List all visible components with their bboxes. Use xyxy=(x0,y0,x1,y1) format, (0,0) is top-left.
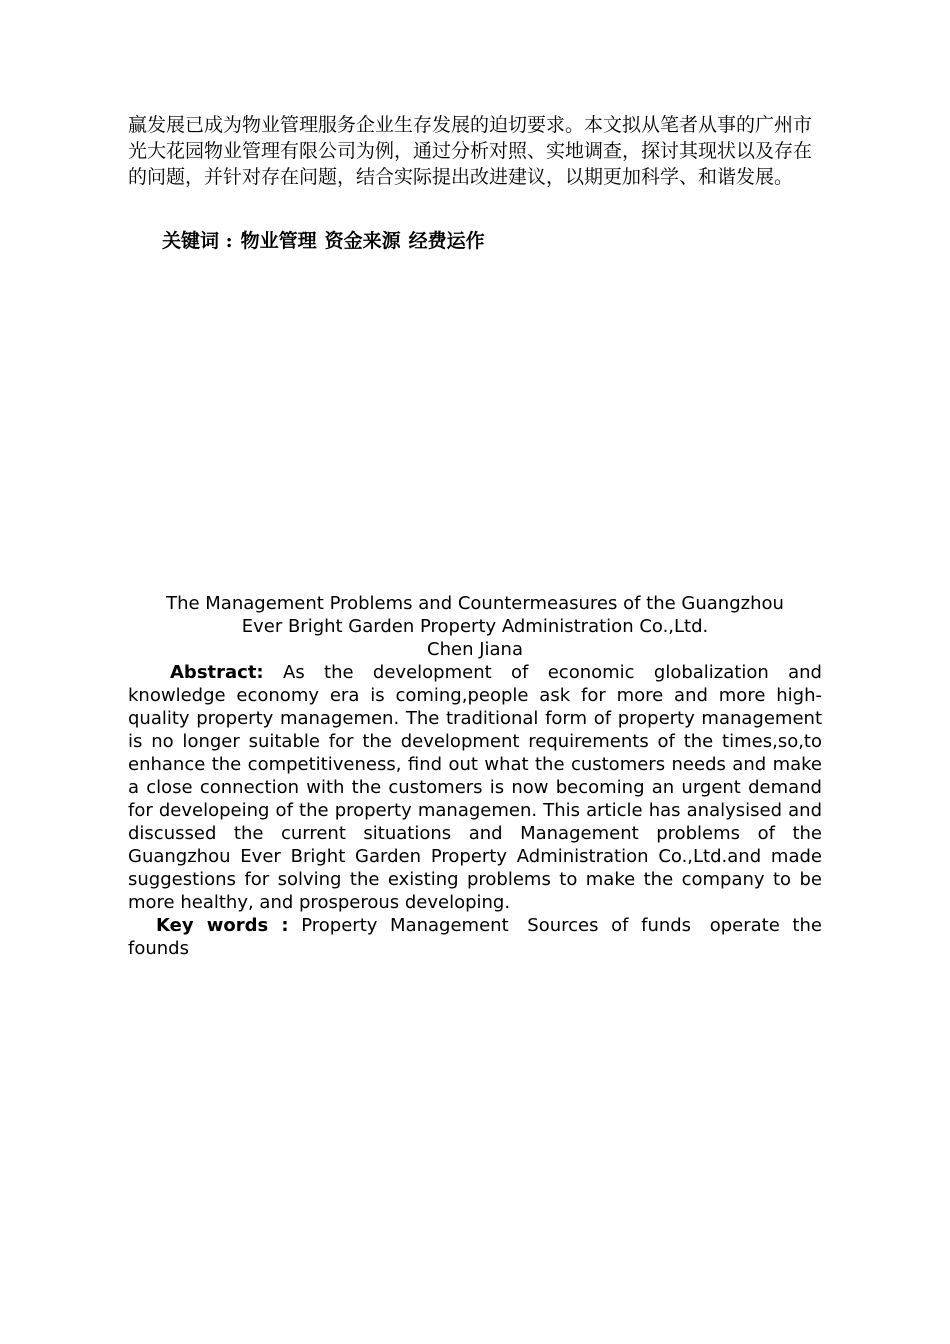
abstract-label: Abstract: xyxy=(170,662,264,683)
chinese-abstract-paragraph: 赢发展已成为物业管理服务企业生存发展的迫切要求。本文拟从笔者从事的广州市光大花园物业管理有限公司为例，通过分析对照、实地调查，探讨其现状以及存在的问题，并针对存在问题，结合实际提出改进建议，以期更加科学、和谐发展。 xyxy=(128,114,813,188)
english-keyword: Property Management xyxy=(301,915,509,936)
english-abstract-section xyxy=(128,592,822,960)
paper-title-line-2: Ever Bright Garden Property Administration Co.,Ltd. xyxy=(241,616,709,637)
english-keywords xyxy=(128,914,822,960)
chinese-keyword: 物业管理 xyxy=(240,230,317,252)
author-name: Chen Jiana xyxy=(427,639,523,660)
english-abstract-paragraph xyxy=(128,661,822,914)
chinese-keywords xyxy=(162,226,485,253)
paper-title-line-1: The Management Problems and Countermeasures of the Guangzhou xyxy=(166,593,784,614)
chinese-keyword: 资金来源 xyxy=(324,230,401,252)
english-keywords-label: Key words : xyxy=(156,915,289,936)
chinese-keywords-label: 关键词 : xyxy=(162,230,233,252)
chinese-keyword: 经费运作 xyxy=(408,230,485,252)
abstract-text: As the development of economic globalization and knowledge economy era is coming,people ask for more and more high-quality property managemen. The traditional form of property management is no longer suitable for the development requirements of the times,so,to enhance the competitiveness, find out what the customers needs and make a close connection with the customers is now becoming an urgent demand for developeing of the property managemen. This article has analysised and discussed the current situations and Management problems of the Guangzhou Ever Bright Garden Property Administration Co.,Ltd.and made suggestions for solving the existing problems to make the company to be more healthy, and prosperous developing. xyxy=(128,662,822,913)
english-keyword: operate the founds xyxy=(128,915,822,959)
english-keyword: Sources of funds xyxy=(527,915,692,936)
